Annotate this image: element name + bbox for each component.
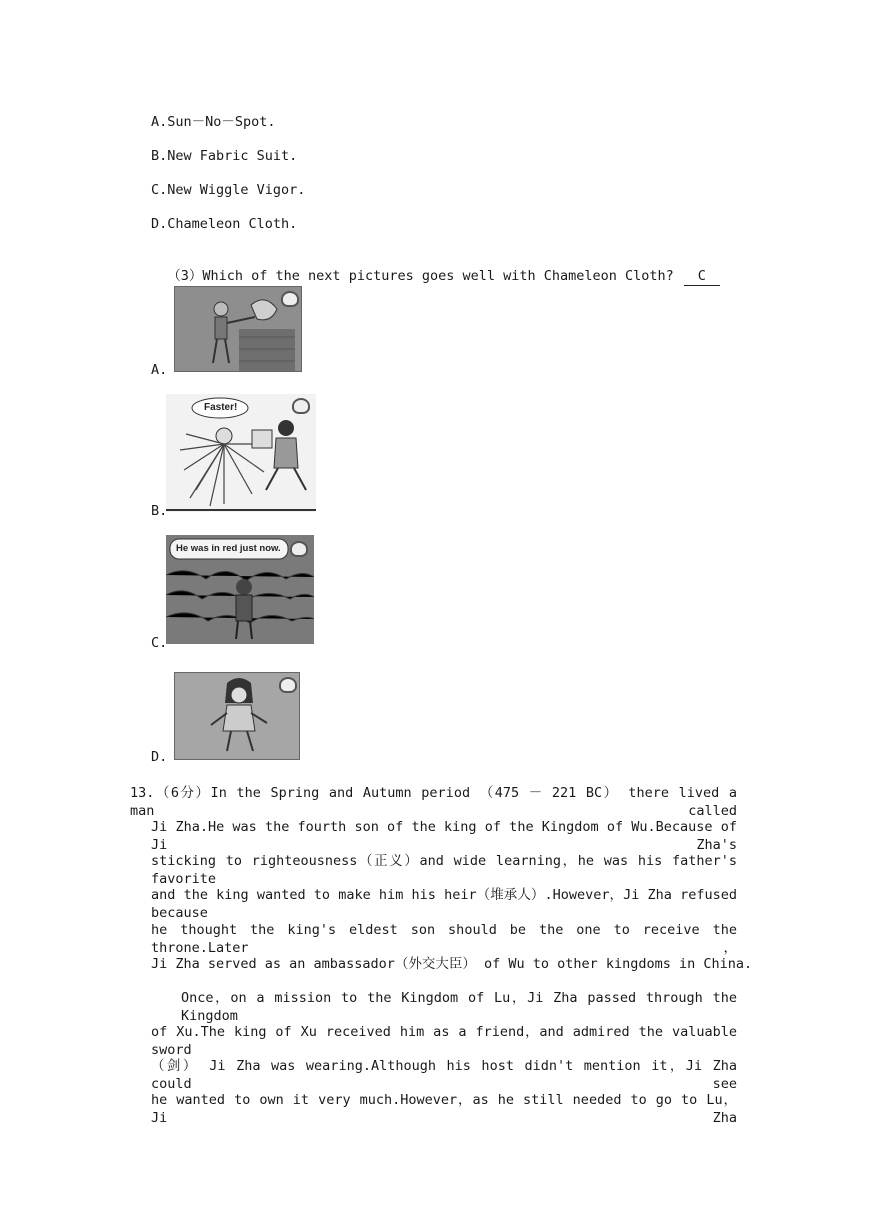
picture-b-caption: Faster! <box>204 402 238 413</box>
passage-line-3: sticking to righteousness（正义）and wide learning，he was his father's favorite <box>151 853 737 887</box>
heart-icon <box>281 291 299 307</box>
passage-line-9: （剑） Ji Zha was wearing.Although his host didn't mention it，Ji Zha could see <box>151 1058 737 1092</box>
option-d: D.Chameleon Cloth. <box>151 216 298 232</box>
passage-line-10: he wanted to own it very much.However，as he still needed to go to Lu，Ji Zha <box>151 1092 737 1126</box>
passage-line-6: Ji Zha served as an ambassador（外交大臣） of Wu to other kingdoms in China. <box>151 956 753 972</box>
picture-c-label: C. <box>151 635 168 651</box>
option-b: B.New Fabric Suit. <box>151 148 298 164</box>
passage-line-4: and the king wanted to make him his heir（堆承人）.However，Ji Zha refused because <box>151 887 737 921</box>
picture-a-label: A. <box>151 362 168 378</box>
picture-b <box>166 394 316 512</box>
picture-d-label: D. <box>151 749 168 765</box>
heart-icon <box>279 677 297 693</box>
option-c: C.New Wiggle Vigor. <box>151 182 306 198</box>
option-a: A.Sun－No－Spot. <box>151 114 276 130</box>
picture-c-caption: He was in red just now. <box>176 543 281 554</box>
answer-blank: C <box>684 267 720 286</box>
heart-icon <box>292 398 310 414</box>
question-3-text: （3）Which of the next pictures goes well with Chameleon Cloth? <box>167 268 674 284</box>
picture-b-label: B. <box>151 503 168 519</box>
passage-line-5: he thought the king's eldest son should be the one to receive the throne.Later， <box>151 922 737 956</box>
picture-a <box>174 286 302 372</box>
question-3 <box>151 249 720 286</box>
passage-line-7: Once，on a mission to the Kingdom of Lu，Ji Zha passed through the Kingdom <box>181 990 737 1024</box>
passage-line-8: of Xu.The king of Xu received him as a friend，and admired the valuable sword <box>151 1024 737 1058</box>
passage-line-2: Ji Zha.He was the fourth son of the king of the Kingdom of Wu.Because of Ji Zha's <box>151 819 737 853</box>
passage-line-1: 13.（6分）In the Spring and Autumn period （475 － 221 BC） there lived a man called <box>130 785 737 819</box>
picture-d <box>174 672 300 760</box>
picture-c <box>166 535 314 644</box>
heart-icon <box>290 541 308 557</box>
